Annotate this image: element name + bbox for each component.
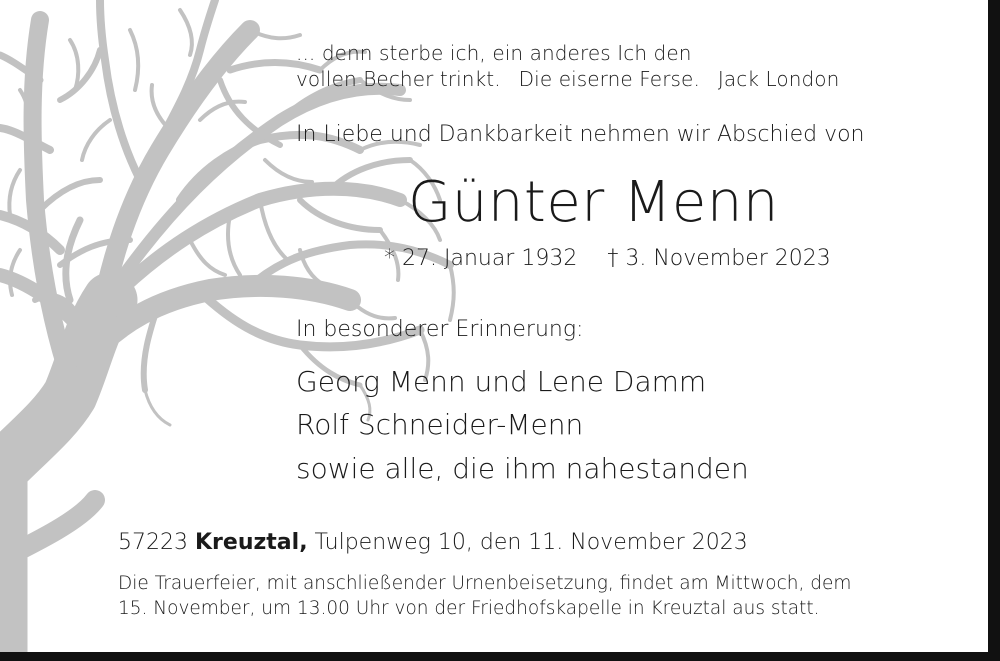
service-info-line-1: Die Trauerfeier, mit anschließender Urnenbeisetzung, findet am Mittwoch, dem bbox=[118, 573, 852, 594]
quote-line-2 bbox=[296, 67, 839, 91]
quote-text: vollen Becher trinkt. bbox=[296, 67, 501, 91]
place-date-line bbox=[118, 530, 748, 555]
frame-right bbox=[988, 0, 1000, 661]
death-date: † 3. November 2023 bbox=[607, 246, 831, 271]
address-date: Tulpenweg 10, den 11. November 2023 bbox=[314, 530, 748, 555]
quote-source-title: Die eiserne Ferse. bbox=[518, 67, 700, 91]
birth-date: * 27. Januar 1932 bbox=[384, 246, 578, 271]
city-name: Kreuztal, bbox=[195, 530, 308, 555]
service-info-line-2: 15. November, um 13.00 Uhr von der Friedhofskapelle in Kreuztal aus statt. bbox=[118, 598, 820, 619]
postal-code: 57223 bbox=[118, 530, 188, 555]
memory-heading: In besonderer Erinnerung: bbox=[296, 317, 584, 342]
mourner-line: sowie alle, die ihm nahestanden bbox=[296, 452, 749, 485]
farewell-intro: In Liebe und Dankbarkeit nehmen wir Abschied von bbox=[296, 122, 865, 147]
quote-author: Jack London bbox=[717, 67, 840, 91]
quote-line-1: ... denn sterbe ich, ein anderes Ich den bbox=[296, 41, 692, 65]
mourner-line: Rolf Schneider-Menn bbox=[296, 408, 584, 441]
life-dates bbox=[384, 246, 831, 271]
mourner-line: Georg Menn und Lene Damm bbox=[296, 365, 707, 398]
deceased-name: Günter Menn bbox=[408, 170, 779, 235]
frame-bottom bbox=[0, 652, 1000, 661]
